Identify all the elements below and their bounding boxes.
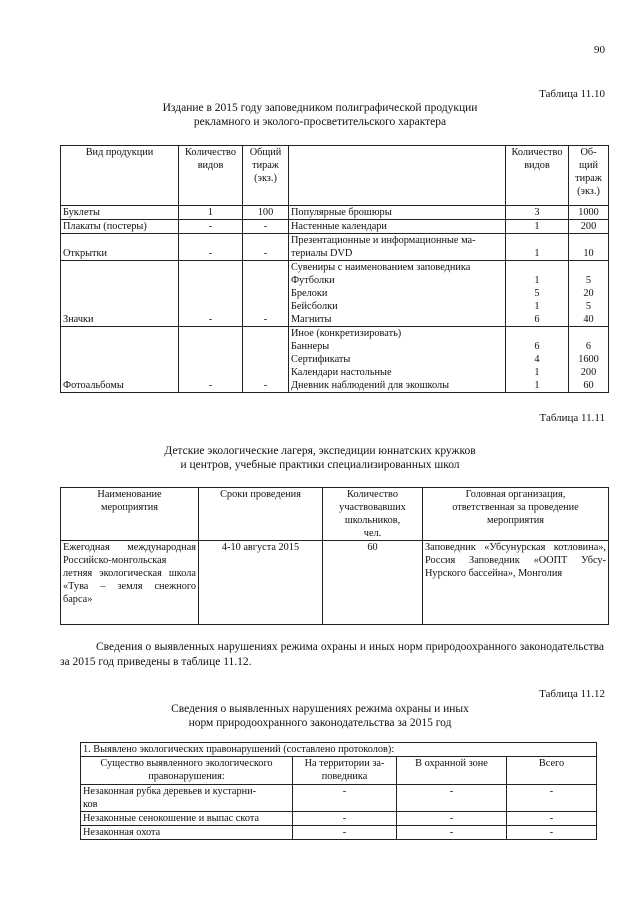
table-11-11 (60, 487, 609, 625)
count-line (508, 261, 566, 274)
count-line: 4 (534, 354, 540, 365)
print-list-cell (569, 234, 609, 261)
print-run-cell: - (243, 234, 289, 261)
product-line: Популярные брошюры (291, 207, 392, 218)
print-line: 20 (583, 288, 594, 299)
violation-cell: Незаконные сенокошение и выпас скота (81, 812, 293, 826)
product-line: Баннеры (291, 341, 330, 352)
header-zone: В охранной зоне (397, 757, 507, 785)
count-line: 5 (534, 288, 540, 299)
count-list-cell (506, 261, 569, 327)
count-line: 1 (534, 221, 540, 232)
print-line: 5 (585, 275, 592, 286)
product-line: Сертификаты (291, 354, 351, 365)
product-line: Магниты (291, 314, 332, 325)
header-count: Количество видов (179, 146, 243, 206)
count-line: 6 (534, 341, 540, 352)
table-row (61, 327, 609, 393)
product-line: Презентационные и информационные ма- (291, 235, 476, 246)
count-cell: 1 (179, 206, 243, 220)
header-print-run-right: Об- щий тираж (экз.) (569, 146, 609, 206)
total-cell: - (507, 812, 597, 826)
header-territory: На территории за- поведника (293, 757, 397, 785)
table-11-10-label: Таблица 11.10 (539, 88, 605, 100)
body-paragraph: Сведения о выявленных нарушениях режима охраны и иных норм природоохранного законодательства за 2015 год приведены в таблице 11.12. (60, 641, 604, 668)
header-print-run: Общий тираж (экз.) (243, 146, 289, 206)
table-row (61, 220, 609, 234)
count-line: 1 (534, 275, 540, 286)
event-dates: 4-10 августа 2015 (199, 541, 323, 625)
print-line (571, 261, 606, 274)
count-line: 3 (534, 207, 540, 218)
product-line: Бейсболки (291, 301, 338, 312)
header-count-right: Количество видов (506, 146, 569, 206)
violation-cell: Незаконная охота (81, 826, 293, 840)
table-row (61, 234, 609, 261)
count-line: 1 (534, 380, 540, 391)
total-cell: - (507, 826, 597, 840)
table-11-12 (80, 742, 597, 840)
table-row (81, 785, 597, 812)
table-row (81, 812, 597, 826)
count-list-cell (506, 234, 569, 261)
event-organization: Заповедник «Убсунурская котловина», Россия Заповедник «ООПТ Убсу-Нурского бассейна», Монголия (423, 541, 609, 625)
product-line: Настенные календари (291, 221, 387, 232)
header-participants: Количество участвовавших школьников, чел. (323, 488, 423, 541)
product-line: Футболки (291, 275, 335, 286)
print-line (571, 327, 606, 340)
total-cell: - (507, 785, 597, 812)
count-line (508, 327, 566, 340)
header-event: Наименование мероприятия (61, 488, 199, 541)
product-type-cell: Буклеты (61, 206, 179, 220)
product-list-cell (289, 220, 506, 234)
header-dates: Сроки проведения (199, 488, 323, 541)
print-run-cell: - (243, 327, 289, 393)
section-title: 1. Выявлено экологических правонарушений (составлено протоколов): (81, 743, 597, 757)
print-run-cell: - (243, 261, 289, 327)
print-run-cell: - (243, 220, 289, 234)
product-type-cell: Открытки (61, 234, 179, 261)
product-line: Сувениры с наименованием заповедника (291, 262, 471, 273)
print-line: 10 (583, 248, 594, 259)
zone-cell: - (397, 812, 507, 826)
event-participants: 60 (323, 541, 423, 625)
table-11-12-label: Таблица 11.12 (539, 688, 605, 700)
print-line: 1600 (578, 354, 599, 365)
header-product-type: Вид продукции (61, 146, 179, 206)
product-list-cell (289, 261, 506, 327)
table-11-10-title: Издание в 2015 году заповедником полиграфической продукции рекламного и эколого-просветительского характера (162, 102, 478, 128)
count-list-cell (506, 206, 569, 220)
print-run-cell: 100 (243, 206, 289, 220)
print-line: 5 (585, 301, 592, 312)
count-line: 1 (534, 301, 540, 312)
table-row (61, 261, 609, 327)
violation-cell: Незаконная рубка деревьев и кустарни- ков (81, 785, 293, 812)
product-list-cell (289, 327, 506, 393)
print-line: 40 (583, 314, 594, 325)
product-line: Иное (конкретизировать) (291, 328, 402, 339)
zone-cell: - (397, 826, 507, 840)
table-11-12-title: Сведения о выявленных нарушениях режима охраны и иных норм природоохранного законодательства за 2015 год (171, 703, 469, 729)
product-line: Календари настольные (291, 367, 392, 378)
table-11-11-title: Детские экологические лагеря, экспедиции юннатских кружков и центров, учебные практики специализированных школ (164, 445, 476, 471)
page-number: 90 (594, 44, 605, 56)
print-list-cell (569, 206, 609, 220)
product-list-cell (289, 234, 506, 261)
count-line: 1 (534, 367, 540, 378)
product-line: Дневник наблюдений для экошколы (291, 380, 450, 391)
table-11-11-label: Таблица 11.11 (539, 412, 605, 424)
header-organization: Головная организация, ответственная за проведение мероприятия (423, 488, 609, 541)
header-product-type-right (289, 146, 506, 206)
count-cell: - (179, 234, 243, 261)
table-11-10 (60, 145, 609, 393)
territory-cell: - (293, 812, 397, 826)
print-list-cell (569, 220, 609, 234)
count-list-cell (506, 327, 569, 393)
print-line: 1000 (578, 207, 599, 218)
count-line: 1 (534, 248, 540, 259)
table-row (61, 206, 609, 220)
event-name: Ежегодная международная Российско-монгольская летняя экологическая школа «Тува – земля снежного барса» (61, 541, 199, 625)
header-essence: Существо выявленного экологического правонарушения: (81, 757, 293, 785)
print-list-cell (569, 261, 609, 327)
count-line (508, 234, 566, 247)
count-line: 6 (534, 314, 540, 325)
zone-cell: - (397, 785, 507, 812)
print-line (571, 234, 606, 247)
product-line: Брелоки (291, 288, 328, 299)
product-list-cell (289, 206, 506, 220)
count-cell: - (179, 261, 243, 327)
print-line: 6 (585, 341, 592, 352)
header-total: Всего (507, 757, 597, 785)
count-cell: - (179, 220, 243, 234)
product-type-cell: Фотоальбомы (61, 327, 179, 393)
print-line: 200 (580, 221, 597, 232)
product-line: териалы DVD (291, 248, 353, 259)
print-line: 60 (583, 380, 594, 391)
print-list-cell (569, 327, 609, 393)
product-type-cell: Значки (61, 261, 179, 327)
print-line: 200 (580, 367, 597, 378)
count-list-cell (506, 220, 569, 234)
count-cell: - (179, 327, 243, 393)
territory-cell: - (293, 785, 397, 812)
product-type-cell: Плакаты (постеры) (61, 220, 179, 234)
territory-cell: - (293, 826, 397, 840)
table-row (81, 826, 597, 840)
